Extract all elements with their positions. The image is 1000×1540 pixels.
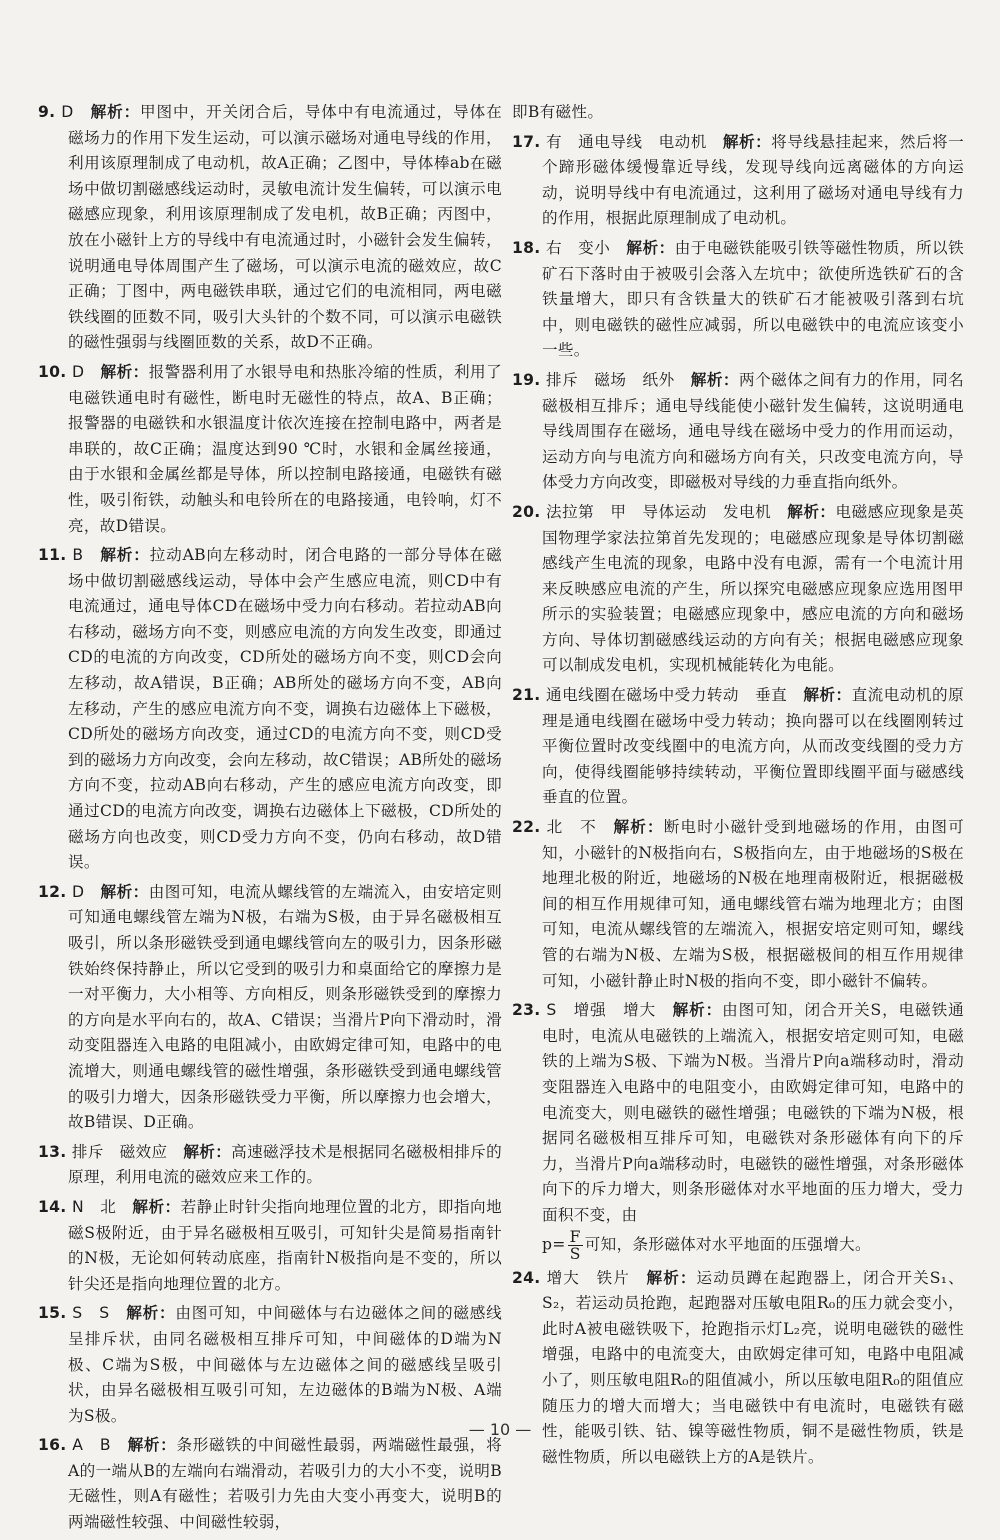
question-number: 13. [38, 1142, 67, 1161]
answer-item [512, 236, 964, 364]
formula-tail: 可知，条形磁体对水平地面的压强增大。 [584, 1235, 871, 1254]
analysis-label: 解析： [127, 1436, 177, 1455]
answer-item [38, 1301, 502, 1429]
answer-text: D [61, 103, 74, 121]
answer-item [38, 1195, 502, 1297]
question-number: 11. [38, 546, 67, 565]
analysis-text: 由图可知，电流从螺线管的左端流入，由安培定则可知通电螺线管左端为N极，右端为S极，由于异名磁极相互吸引，所以条形磁铁受到通电螺线管向左的吸引力，因条形磁铁始终保持静止，所以它受到的吸引力和桌面给它的摩擦力是一对平衡力，大小相等、方向相反，则条形磁铁受到的摩擦力的方向是水平向右的，故A、C错误；当滑片P向下滑动时，滑动变阻器连入电路的电阻减小，由欧姆定律可知，电路中的电流增大，则通电螺线管的磁性增强，条形磁铁受到通电螺线管的吸引力增大，因条形磁铁受力平衡，所以摩擦力也会增大，故B错误、D正确。 [68, 882, 502, 1132]
analysis-text: 高速磁浮技术是根据同名磁极相排斥的原理，利用电流的磁效应来工作的。 [68, 1142, 502, 1187]
question-number: 12. [38, 882, 67, 901]
right-column [512, 100, 964, 1474]
answer-item [512, 998, 964, 1261]
question-number: 20. [512, 502, 541, 521]
analysis-text: 直流电动机的原理是通电线圈在磁场中受力转动；换向器可以在线圈刚转过平衡位置时改变线圈中的电流方向，从而改变线圈的受力方向，使得线圈能够持续转动，平衡位置即线圈平面与磁感线垂直的位置。 [542, 686, 964, 807]
answer-item [38, 1433, 502, 1535]
answer-text: N 北 [71, 1197, 117, 1216]
answer-text: A B [72, 1436, 111, 1455]
analysis-label: 解析： [787, 502, 836, 521]
answer-text: B [72, 546, 84, 565]
analysis-label: 解析： [690, 370, 740, 389]
analysis-label: 解析： [90, 103, 141, 121]
left-column [38, 100, 502, 1540]
answer-item [38, 1140, 502, 1191]
fraction-numerator: F [569, 1227, 581, 1246]
answer-text: 右 变小 [545, 238, 611, 257]
analysis-text: 拉动AB向左移动时，闭合电路的一部分导体在磁场中做切割磁感线运动，导体中会产生感应电流，则CD中有电流通过，通电导体CD在磁场中受力向右移动。若拉动AB向右移动，磁场方向不变，则感应电流的方向发生改变，即通过CD的电流的方向改变，CD所处的磁场方向不变，则CD会向左移动，故A错误，B正确；AB所处的磁场方向不变，AB向左移动，产生的感应电流方向不变，调换右边磁体上下磁极，CD所处的磁场方向改变，通过CD的电流方向不变，则CD受到的磁场力方向改变，会向左移动，故C错误；AB所处的磁场方向不变，拉动AB向右移动，产生的感应电流方向改变，即通过CD的电流方向改变，调换右边磁体上下磁极，CD所处的磁场方向也改变，则CD受力方向不变，仍向右移动，故D错误。 [68, 546, 502, 872]
analysis-text: 由于电磁铁能吸引铁等磁性物质，所以铁矿石下落时由于被吸引会落入左坑中；欲使所选铁矿石的含铁量增大，即只有含铁量大的铁矿石才能被吸引落到右坑中，则电磁铁的磁性应减弱，所以电磁铁中的电流应该变小一些。 [542, 238, 965, 360]
question-number: 24. [512, 1268, 541, 1287]
analysis-text: 两个磁体之间有力的作用，同名磁极相互排斥；通电导线能使小磁针发生偏转，这说明通电导线周围存在磁场，通电导线在磁场中受力的作用而运动，运动方向与电流方向和磁场方向有关，只改变电流方向，导体受力方向改变，即磁极对导线的力垂直指向纸外。 [542, 370, 964, 492]
answer-text: 法拉第 甲 导体运动 发电机 [545, 502, 772, 521]
analysis-label: 解析： [100, 882, 149, 901]
answer-text: 北 不 [546, 818, 597, 837]
answer-item [512, 815, 964, 994]
answer-item [38, 100, 502, 356]
analysis-text: 即B有磁性。 [512, 103, 604, 121]
analysis-label: 解析： [803, 686, 852, 705]
answer-text: 有 通电导线 电动机 [545, 132, 707, 151]
answer-text: 增大 铁片 [546, 1268, 630, 1287]
question-number: 21. [512, 686, 541, 705]
analysis-text: 断电时小磁针受到地磁场的作用，由图可知，小磁针的N极指向右，S极指向左，由于地磁场的S极在地理北极的附近，地磁场的N极在地理南极附近，根据磁极间的相互作用规律可知，通电螺线管右端为地理北方；由图可知，电流从螺线管的左端流入，根据安培定则可知，螺线管的右端为N极、左端为S极，根据磁极间的相互作用规律可知，小磁针静止时N极的指向不变，即小磁针不偏转。 [542, 818, 964, 990]
answer-text: D [71, 362, 85, 381]
analysis-text: 由图可知，中间磁体与右边磁体之间的磁感线呈排斥状，由同名磁极相互排斥可知，中间磁体的D端为N极、C端为S极，中间磁体与左边磁体之间的磁感线呈吸引状，由异名磁极相互吸引可知，左边磁体的B端为N极、A端为S极。 [68, 1304, 502, 1425]
formula-lhs: p= [542, 1235, 566, 1254]
answer-item [512, 500, 964, 679]
question-number: 10. [38, 362, 67, 381]
analysis-text: 运动员蹲在起跑器上，闭合开关S₁、S₂，若运动员抢跑，起跑器对压敏电阻R₀的压力就会变小，此时A被电磁铁吸下，抢跑指示灯L₂亮，说明电磁铁的磁性增强，电路中的电流变大，由欧姆定律可知，电路中电阻减小了，则压敏电阻R₀的阻值减小，所以压敏电阻R₀的阻值应随压力的增大而增大；当电磁铁中有电流时，电磁铁有磁性，能吸引铁、钴、镍等磁性物质，铜不是磁性物质，铁是磁性物质，所以电磁铁上方的A是铁片。 [542, 1268, 964, 1466]
answer-item [512, 368, 964, 496]
answer-item [38, 360, 502, 539]
question-number: 22. [512, 818, 541, 837]
question-number: 16. [38, 1436, 67, 1455]
question-number: 23. [512, 1001, 541, 1020]
analysis-text: 由图可知，闭合开关S，电磁铁通电时，电流从电磁铁的上端流入，根据安培定则可知，电磁铁的上端为S极、下端为N极。当滑片P向a端移动时，滑动变阻器连入电路中的电阻变小，由欧姆定律可知，电路中的电流变大，则电磁铁的磁性增强；电磁铁的下端为N极，根据同名磁极相互排斥可知，电磁铁对条形磁体有向下的斥力，当滑片P向a端移动时，电磁铁的磁性增强，对条形磁体向下的斥力增大，则条形磁体对水平地面的压力增大，受力面积不变，由 [542, 1001, 964, 1224]
question-number: 18. [512, 238, 541, 257]
answer-text: 排斥 磁效应 [71, 1142, 168, 1161]
analysis-label: 解析： [100, 546, 150, 565]
page-number: — 10 — [468, 1420, 532, 1439]
analysis-text: 甲图中，开关闭合后，导体中有电流通过，导体在磁场力的作用下发生运动，可以演示磁场对通电导线的作用，利用该原理制成了电动机，故A正确；乙图中，导体棒ab在磁场中做切割磁感线运动时，灵敏电流计发生偏转，可以演示电磁感应现象，利用该原理制成了发电机，故B正确；丙图中，放在小磁针上方的导线中有电流通过时，小磁针会发生偏转，说明通电导体周围产生了磁场，可以演示电流的磁效应，故C正确；丁图中，两电磁铁串联，通过它们的电流相同，两电磁铁线圈的匝数不同，吸引大头针的个数不同，可以演示电磁铁的磁性强弱与线圈匝数的关系，故D不正确。 [68, 103, 502, 352]
question-number: 14. [38, 1197, 67, 1216]
answer-item [38, 543, 502, 876]
answer-item [38, 880, 502, 1136]
analysis-label: 解析： [646, 1268, 697, 1287]
answer-text: D [71, 882, 85, 901]
analysis-label: 解析： [132, 1197, 181, 1216]
analysis-text: 报警器利用了水银导电和热胀冷缩的性质，利用了电磁铁通电时有磁性，断电时无磁性的特点，故A、B正确；报警器的电磁铁和水银温度计依次连接在控制电路中，两者是串联的，故C正确；温度达到90 ℃时，水银和金属丝接通，由于水银和金属丝都是导体，所以控制电路接通，电磁铁有磁性，吸引衔铁，动触头和电铃所在的电路接通，电铃响，灯不亮，故D错误。 [68, 362, 502, 535]
analysis-text: 将导线悬挂起来，然后将一个蹄形磁体缓慢靠近导线，发现导线向远离磁体的方向运动，说明导线中有电流通过，这利用了磁场对通电导线有力的作用，根据此原理制成了电动机。 [542, 132, 964, 228]
question-number: 19. [512, 370, 541, 389]
pressure-fraction [568, 1229, 583, 1262]
answer-item [512, 100, 964, 126]
answer-text: 排斥 磁场 纸外 [545, 370, 675, 389]
analysis-label: 解析： [672, 1001, 723, 1020]
answer-text: 通电线圈在磁场中受力转动 垂直 [545, 686, 788, 705]
question-number: 17. [512, 132, 541, 151]
answer-item [512, 683, 964, 811]
answer-text: S 增强 增大 [546, 1001, 657, 1020]
analysis-label: 解析： [626, 238, 675, 257]
analysis-label: 解析： [126, 1304, 176, 1323]
answer-item [512, 1266, 964, 1471]
analysis-text: 条形磁铁的中间磁性最弱，两端磁性最强，将A的一端从B的左端向右端滑动，若吸引力的大小不变，说明B无磁性，则A有磁性；若吸引力先由大变小再变大，说明B的两端磁性较强、中间磁性较弱， [68, 1436, 502, 1532]
answer-text: S S [72, 1304, 110, 1323]
analysis-text: 若静止时针尖指向地理位置的北方，即指向地磁S极附近，由于异名磁极相互吸引，可知针尖是简易指南针的N极，无论如何转动底座，指南针N极指向是不变的，所以针尖还是指向地理位置的北方。 [68, 1197, 502, 1293]
question-number: 15. [38, 1304, 67, 1323]
analysis-label: 解析： [613, 818, 664, 837]
question-number: 9. [38, 103, 56, 121]
analysis-label: 解析： [100, 362, 149, 381]
fraction-denominator: S [569, 1244, 581, 1263]
answer-item [512, 130, 964, 232]
analysis-label: 解析： [183, 1142, 232, 1161]
analysis-text: 电磁感应现象是英国物理学家法拉第首先发现的；电磁感应现象是导体切割磁感线产生电流的现象，电路中没有电源，需有一个电流计用来反映感应电流的产生，所以探究电磁感应现象应选用图甲所示的实验装置；电磁感应现象中，感应电流的方向和磁场方向、导体切割磁感线运动的方向有关；根据电磁感应现象可以制成发电机，实现机械能转化为电能。 [542, 502, 964, 675]
analysis-label: 解析： [722, 132, 772, 151]
